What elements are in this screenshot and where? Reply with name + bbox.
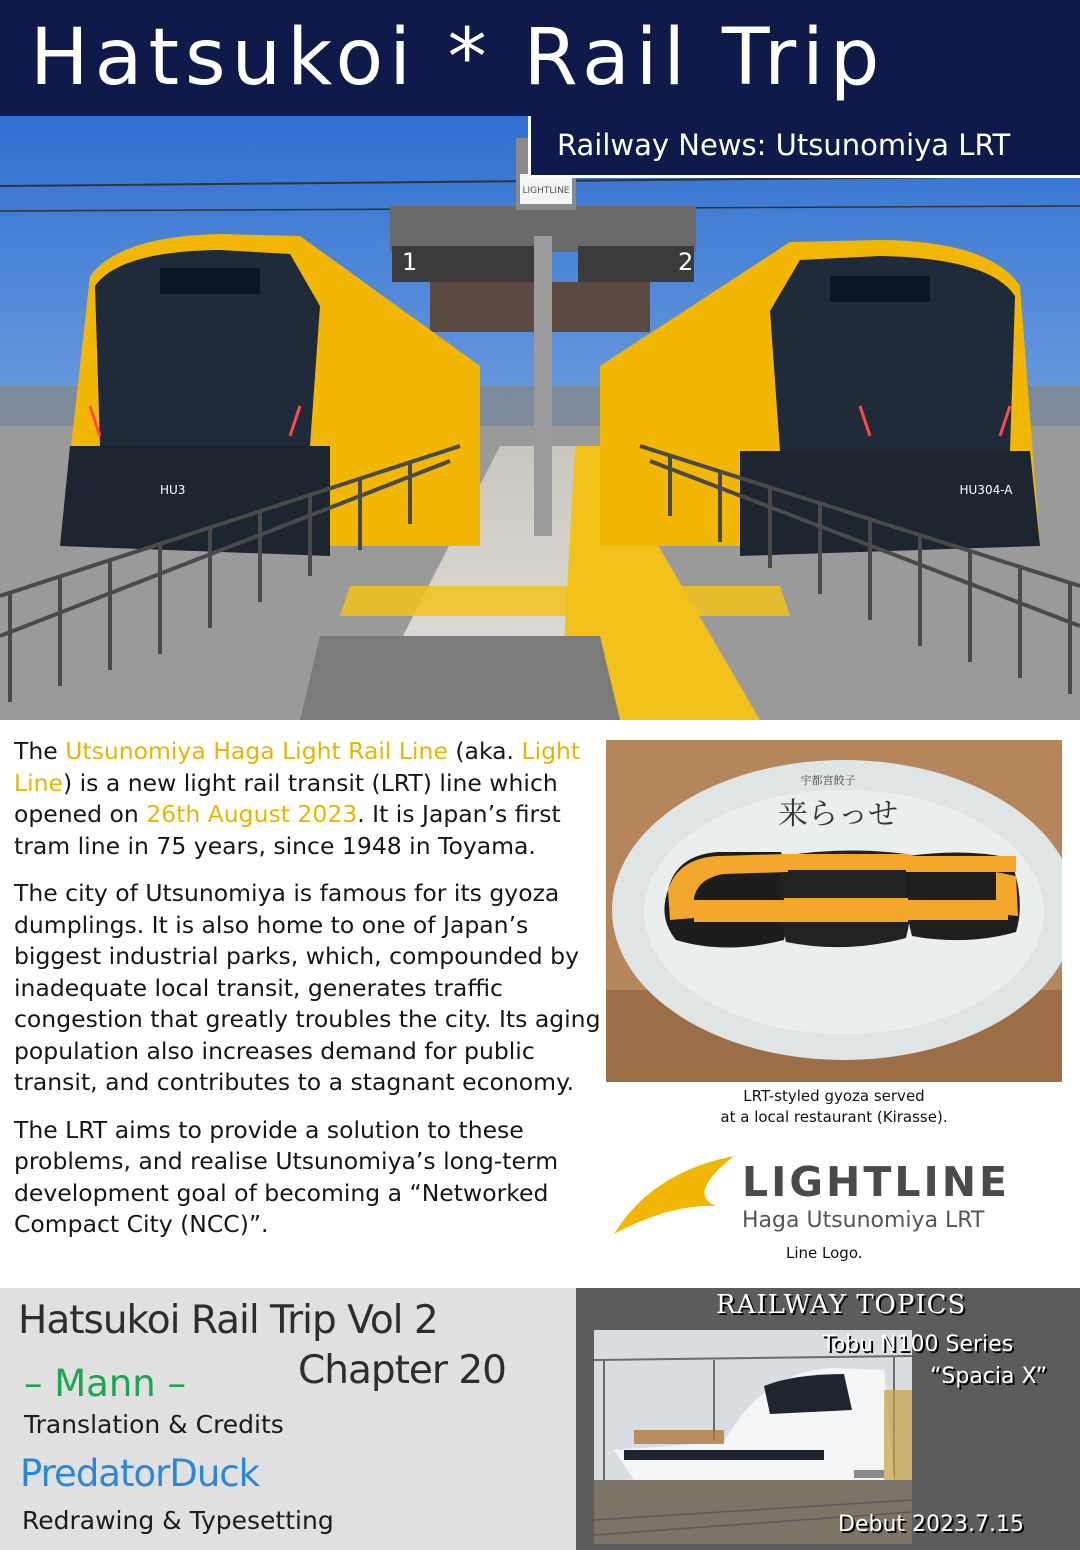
redrawer-role: Redrawing & Typesetting (22, 1506, 334, 1535)
plate-text-big: 来らっせ (778, 797, 898, 832)
gyoza-tram (664, 850, 1019, 947)
article-paragraph-2: The city of Utsunomiya is famous for its gyoza dumplings. It is also home to one of Japan’s biggest industrial parks, which, compounded by inadequate local transit, generates traffic congestion that greatly troubles the city. Its aging population also increases demand for public transit, and contributes to a stagnant economy. (14, 879, 601, 1096)
news-banner: Railway News: Utsunomiya LRT (528, 116, 1080, 178)
tram-left-code: HU3 (160, 483, 186, 497)
date-highlight: 26th August 2023 (146, 800, 358, 828)
page-title: Hatsukoi * Rail Trip (30, 13, 886, 103)
lightline-logo-icon (612, 1152, 736, 1238)
volume-title: Hatsukoi Rail Trip Vol 2 (18, 1298, 438, 1343)
credits-panel (0, 1288, 576, 1550)
p1-text-a: The (14, 737, 66, 765)
logo-subtitle: Haga Utsunomiya LRT (742, 1208, 985, 1233)
railway-topics-panel (576, 1288, 1080, 1550)
logo-caption: Line Logo. (786, 1244, 863, 1262)
gyoza-caption-line-2: at a local restaurant (Kirasse). (720, 1108, 948, 1126)
translator-role: Translation & Credits (24, 1410, 284, 1439)
gyoza-plate-illustration (606, 740, 1062, 1082)
nickname-highlight: Light Line (14, 737, 581, 797)
line-name-highlight: Utsunomiya Haga Light Rail Line (65, 737, 448, 765)
train-model-name: Tobu N100 Series (822, 1332, 1014, 1357)
p1-text-d: . It is Japan’s first tram line in 75 years, since 1948 in Toyama. (14, 800, 561, 860)
sign-number-right: 2 (678, 248, 694, 276)
article-paragraph-3: The LRT aims to provide a solution to these problems, and realise Utsunomiya’s long-term development goal of becoming a “Networked Compact City (NCC)”. (14, 1115, 559, 1238)
railway-topics-heading: RAILWAY TOPICS (716, 1290, 967, 1320)
header-bar (0, 0, 1080, 116)
logo-wordmark: LIGHTLINE (742, 1158, 1011, 1206)
redrawer-name: PredatorDuck (20, 1452, 260, 1495)
plate-text-small: 宇都宮餃子 (800, 774, 856, 787)
tram-station-illustration (0, 116, 1080, 720)
hero-photo (0, 116, 1080, 720)
tram-right-code: HU304-A (959, 483, 1013, 497)
article-paragraph-1 (14, 736, 604, 862)
chapter-title: Chapter 20 (298, 1348, 506, 1393)
p1-text-b: (aka. (447, 737, 522, 765)
sign-number-left: 1 (402, 248, 418, 276)
station-tower-sign: LIGHTLINE (522, 186, 570, 196)
gyoza-photo (606, 740, 1062, 1082)
article-body (14, 736, 604, 1257)
p1-text-c: ) is a new light rail transit (LRT) line which opened on (14, 768, 558, 828)
gyoza-caption (606, 1086, 1062, 1128)
gyoza-caption-line-1: LRT-styled gyoza served (743, 1087, 925, 1105)
translator-name: – Mann – (24, 1362, 187, 1405)
train-debut-date: Debut 2023.7.15 (838, 1512, 1024, 1537)
train-nickname: “Spacia X” (930, 1364, 1048, 1389)
